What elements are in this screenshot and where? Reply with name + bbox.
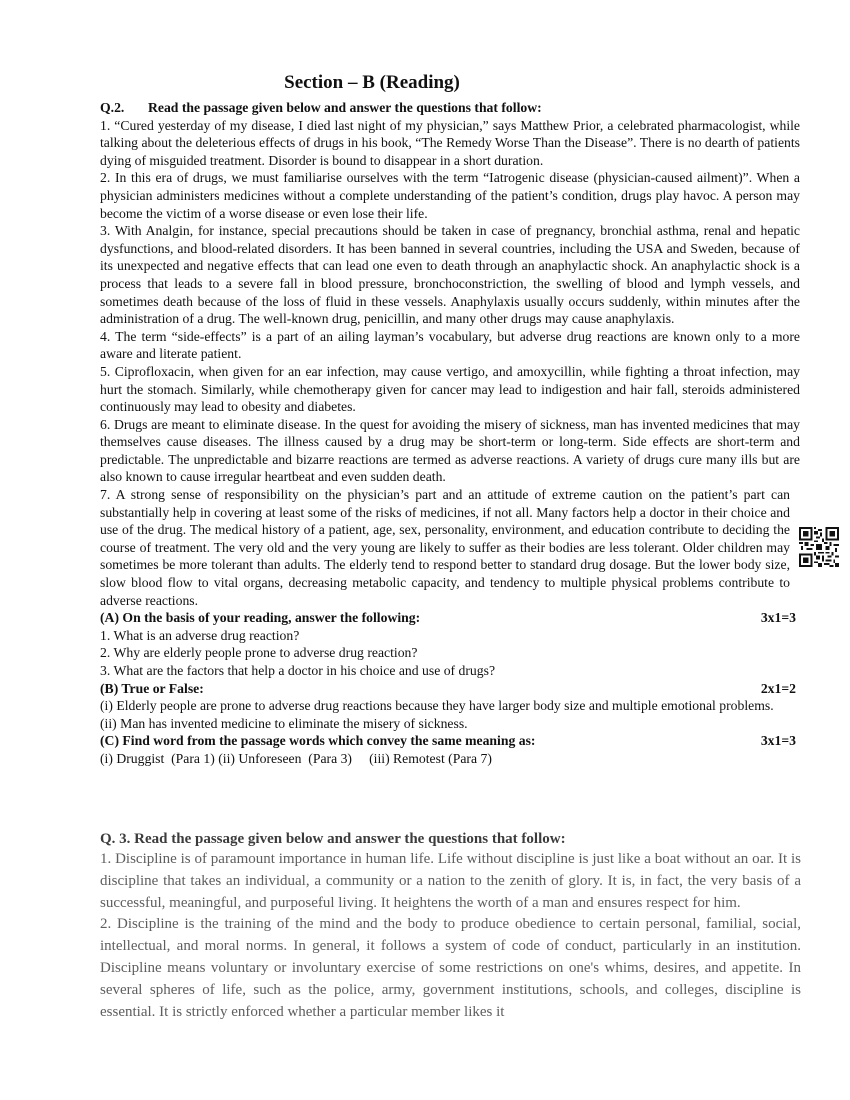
question-3 [100, 829, 801, 1023]
q2-heading [100, 99, 800, 117]
part-b-item: (i) Elderly people are prone to adverse drug reactions because they have larger body size and multiple emotional problems. [100, 698, 774, 714]
part-a-item: 2. Why are elderly people prone to adverse drug reaction? [100, 645, 418, 661]
part-b-marks: 2x1=2 [760, 680, 796, 696]
part-c-marks: 3x1=3 [760, 733, 796, 749]
q2-paragraph-5: 5. Ciprofloxacin, when given for an ear infection, may cause vertigo, and amoxycillin, while fighting a throat infection, may hurt the stomach. Similarly, while chemotherapy given for cancer may lead to indigestion and hair fall, steroids administered continuously may lead to obesity and diabetes. [100, 363, 800, 415]
section-title: Section – B (Reading) [284, 72, 460, 93]
q2-instruction: Read the passage given below and answer the questions that follow: [148, 100, 542, 115]
q3-paragraph-2: 2. Discipline is the training of the mind and the body to produce obedience to certain personal, familial, social, intellectual, and moral norms. In general, it follows a system of code of conduct, particularly in an institution. Discipline means voluntary or involuntary exercise of some restrictions on one's whims, desires, and appetite. In several spheres of life, such as the police, army, government institutions, schools, and colleges, discipline is essential. It is strictly enforced whether a particular member likes it [100, 916, 801, 1020]
q2-paragraph-2: 2. In this era of drugs, we must familiarise ourselves with the term “Iatrogenic disease (physician-caused ailment)”. When a physician administers medicines without a complete understanding of the patient’s condition, drugs play havoc. A person may become the victim of a worse disease or even lose their life. [100, 170, 800, 221]
part-c-heading [100, 732, 800, 750]
part-b-title: (B) True or False: [100, 680, 204, 696]
question-2 [100, 99, 800, 768]
q3-heading: Q. 3. Read the passage given below and answer the questions that follow: [100, 831, 566, 847]
q2-number: Q.2. [100, 100, 125, 115]
q2-paragraph-3: 3. With Analgin, for instance, special precautions should be taken in case of pregnancy, bronchial asthma, renal and hepatic dysfunctions, and blood-related disorders. It has been banned in several countries, including the USA and Sweden, because of its unexpected and negative effects that can lead one even to death through an anaphylactic shock. An anaphylactic shock is a process that leads to a severe fall in blood pressure, bronchoconstriction, the swelling of blood and lymph vessels, and sometimes death because of the loss of fluid in these vessels. Anaphylaxis usually occurs suddenly, within minutes after the administration of a drug. The well-known drug, penicillin, and many other drugs may cause anaphylaxis. [100, 223, 800, 327]
part-a-marks: 3x1=3 [760, 610, 796, 626]
q2-paragraph-4: 4. The term “side-effects” is a part of an ailing layman’s vocabulary, but adverse drug reactions are known only to a more aware and literate patient. [100, 328, 800, 362]
qr-code-icon [799, 527, 839, 567]
q2-paragraph-1: 1. “Cured yesterday of my disease, I died last night of my physician,” says Matthew Prior, a celebrated pharmacologist, while talking about the deleterious effects of drugs in his book, “The Remedy Worse Than the Disease”. There is no dearth of patients dying of misguided treatment. Disorder is bound to disappear in a short duration. [100, 117, 800, 168]
part-c-title: (C) Find word from the passage words which convey the same meaning as: [100, 733, 536, 749]
part-a-heading [100, 609, 800, 627]
q2-paragraph-7: 7. A strong sense of responsibility on the physician’s part and an attitude of extreme caution on the patient’s part can substantially help in covering at least some of the risks of medicines, if not all. Many factors help a doctor in their choice and use of the drug. The medical history of a patient, age, sex, personality, environment, and education contribute to deciding the course of treatment. The very old and the very young are likely to suffer as their bodies are less tolerant. Older children may sometimes be more tolerant than adults. The elderly tend to respond better to standard drug dosage. But the lower body size, slow blood flow to vital organs, decreasing metabolic capacity, and tendency to multiple physical problems contribute to adverse reactions. [100, 487, 790, 608]
part-a-item: 1. What is an adverse drug reaction? [100, 627, 300, 643]
part-a-item: 3. What are the factors that help a doctor in his choice and use of drugs? [100, 663, 496, 678]
q2-paragraph-6: 6. Drugs are meant to eliminate disease. In the quest for avoiding the misery of sickness, man has invented medicines that may themselves cause diseases. The illness caused by a drug may be short-term or long-term. Side effects are short-term and predictable. The unpredictable and bizarre reactions are termed as adverse reactions. A variety of drugs cure many ills but are also known to cause irregular heartbeat and even sudden death. [100, 416, 800, 485]
q3-paragraph-1: 1. Discipline is of paramount importance in human life. Life without discipline is just like a boat without an oar. It is discipline that takes an individual, a community or a nation to the zenith of glory. It is, in fact, the very basis of a successful, meaningful, and purposeful living. It heightens the worth of a man and ensures respect for him. [100, 851, 801, 911]
part-b-item: (ii) Man has invented medicine to eliminate the misery of sickness. [100, 715, 468, 731]
part-c-words: (i) Druggist (Para 1) (ii) Unforeseen (Para 3) (iii) Remotest (Para 7) [100, 750, 492, 766]
part-a-title: (A) On the basis of your reading, answer the following: [100, 610, 421, 626]
part-b-heading [100, 680, 800, 698]
